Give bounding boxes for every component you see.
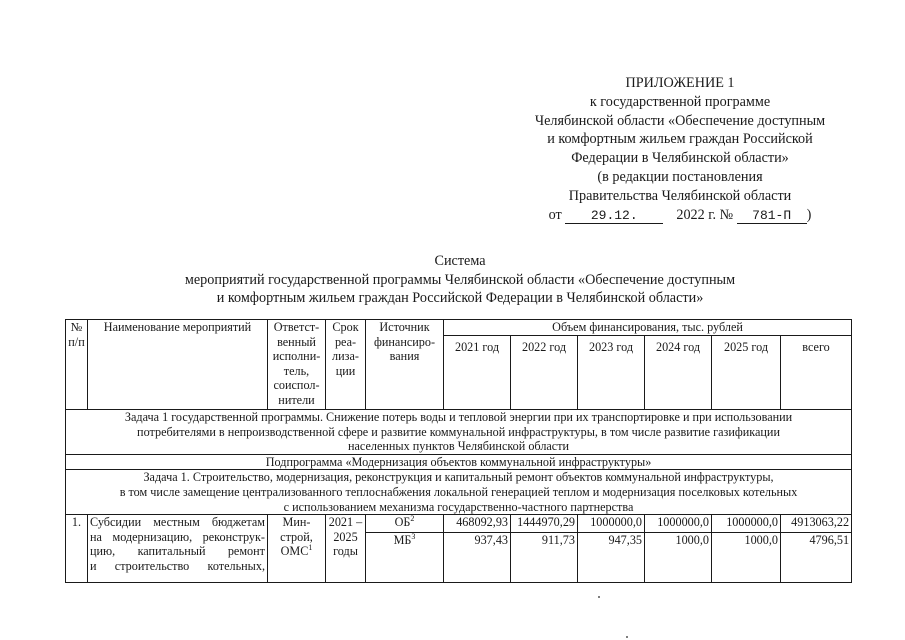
source-regional-budget: $ОБ^2$ — [366, 515, 444, 533]
title-line: мероприятий государственной программы Челябинской области «Обеспечение доступным — [184, 271, 736, 288]
header-volume: Объем финансирования, тыс. рублей — [444, 320, 852, 336]
scan-speck — [626, 636, 628, 638]
source-local-budget: $МБ^3$ — [366, 533, 444, 583]
appendix-line: и комфортным жильем граждан Российской — [547, 131, 813, 148]
header-term: Срок реа- лиза- ции — [326, 320, 366, 410]
header-number: № п/п — [66, 320, 88, 410]
value-cell: 1000,0 — [645, 533, 712, 583]
subprogram-task-row: Задача 1. Строительство, модернизация, реконструкция и капитальный ремонт объектов коммунальной инфраструктуры, в том числе замещение централизованного теплоснабжения локальной генерацией теплом и модернизация поселковых котельных с использованием механизма государственно-частного партнерства — [66, 470, 852, 515]
header-year: 2022 год — [511, 336, 578, 410]
resolution-number: 781-П — [737, 208, 807, 224]
row-number: 1. — [66, 515, 88, 583]
value-cell: 937,43 — [444, 533, 511, 583]
appendix-title: ПРИЛОЖЕНИЕ 1 — [625, 75, 735, 91]
subprogram-row: Подпрограмма «Модернизация объектов коммунальной инфраструктуры» — [66, 454, 852, 470]
header-year: 2023 год — [578, 336, 645, 410]
header-year: 2024 год — [645, 336, 712, 410]
value-total: 4796,51 — [781, 533, 852, 583]
value-cell: 1444970,29 — [511, 515, 578, 533]
header-year: 2021 год — [444, 336, 511, 410]
appendix-header — [500, 74, 860, 224]
appendix-line: Правительства Челябинской области — [568, 187, 792, 204]
appendix-line: Федерации в Челябинской области» — [571, 150, 789, 167]
appendix-line: Челябинской области «Обеспечение доступным — [534, 112, 826, 129]
header-total: всего — [781, 336, 852, 410]
appendix-line: к государственной программе — [589, 93, 771, 110]
value-cell: 468092,93 — [444, 515, 511, 533]
value-cell: 1000000,0 — [578, 515, 645, 533]
value-cell: 1000,0 — [712, 533, 781, 583]
value-cell: 1000000,0 — [645, 515, 712, 533]
header-source: Источник финансиро- вания — [366, 320, 444, 410]
resolution-date-line — [500, 206, 860, 225]
scan-speck — [598, 596, 600, 598]
value-total: 4913063,22 — [781, 515, 852, 533]
year-and-number-label: 2022 г. № — [676, 206, 734, 223]
document-title — [100, 252, 820, 308]
header-responsible: Ответст- венный исполни- тель, соиспол- нители — [268, 320, 326, 410]
title-line: и комфортным жильем граждан Российской Федерации в Челябинской области» — [216, 290, 704, 307]
resolution-date: 29.12. — [565, 208, 663, 224]
date-prefix: от — [548, 206, 562, 223]
program-task-row: Задача 1 государственной программы. Снижение потерь воды и тепловой энергии при их транспортировке и при использовании потребителями в непроизводственной сфере и развитие коммунальной инфраструктуры, в том числе развитие газификации населенных пунктов Челябинской области — [66, 410, 852, 455]
title-line: Система — [434, 253, 486, 269]
measure-responsible: Мин- строй, ОМС$^1$ — [268, 515, 326, 583]
value-cell: 911,73 — [511, 533, 578, 583]
appendix-line: (в редакции постановления — [597, 168, 763, 185]
measures-table — [65, 319, 852, 583]
closing-paren: ) — [806, 206, 812, 223]
header-name: Наименование мероприятий — [88, 320, 268, 410]
value-cell: 947,35 — [578, 533, 645, 583]
measure-term: 2021 – 2025 годы — [326, 515, 366, 583]
measure-name: Субсидии местным бюджетам на модернизацию, реконструк- цию, капитальный ремонт и строительство котельных, — [88, 515, 268, 583]
value-cell: 1000000,0 — [712, 515, 781, 533]
header-year: 2025 год — [712, 336, 781, 410]
